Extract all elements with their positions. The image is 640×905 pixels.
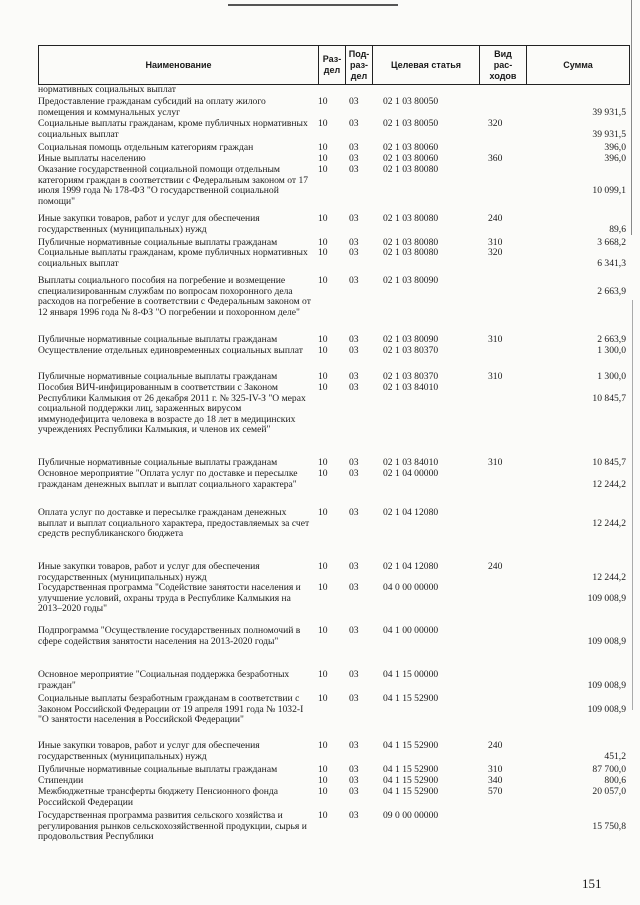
row-name: Социальные выплаты гражданам, кроме публичных нормативных социальных выплат <box>38 247 308 269</box>
row-target: 02 1 03 84010 <box>383 382 439 393</box>
row-section: 10 <box>318 786 328 797</box>
row-subsection: 03 <box>349 775 359 786</box>
row-section: 10 <box>318 457 328 468</box>
row-section: 10 <box>318 118 328 129</box>
row-section: 10 <box>318 96 328 107</box>
row-section: 10 <box>318 582 328 593</box>
header-section: Раз- дел <box>319 46 346 84</box>
row-subsection: 03 <box>349 561 359 572</box>
row-name: нормативных социальных выплат <box>38 84 176 95</box>
row-sum: 800,6 <box>604 775 626 786</box>
row-sum: 6 341,3 <box>597 257 626 269</box>
row-subsection: 03 <box>349 213 359 224</box>
table-row <box>0 346 640 367</box>
row-section: 10 <box>318 669 328 680</box>
header-sum: Сумма <box>563 59 593 70</box>
table-row <box>0 335 640 346</box>
row-name: Иные выплаты населению <box>38 153 146 164</box>
row-target: 02 1 03 80090 <box>383 334 439 345</box>
table-row <box>0 765 640 776</box>
row-sum: 12 244,2 <box>592 478 626 490</box>
row-subsection: 03 <box>349 582 359 593</box>
row-expense-type: 310 <box>488 457 503 468</box>
row-expense-type: 340 <box>488 775 503 786</box>
row-target: 02 1 03 80370 <box>383 345 439 356</box>
row-sum: 2 663,9 <box>597 334 626 345</box>
row-target: 04 1 15 52900 <box>383 764 439 775</box>
table-header <box>38 45 630 85</box>
row-expense-type: 240 <box>488 213 503 224</box>
page-number: 151 <box>582 876 602 891</box>
row-subsection: 03 <box>349 247 359 258</box>
row-section: 10 <box>318 247 328 258</box>
row-name: Осуществление отдельных единовременных социальных выплат <box>38 345 303 356</box>
row-name: Выплаты социального пособия на погребение и возмещение специализированным службам по вопросам похоронного дела расходов на погребение в соответствии с Федеральным законом от 12 января 1996 года № 8-ФЗ "О погребении и похоронном деле" <box>38 275 311 318</box>
row-sum: 10 845,7 <box>592 392 626 404</box>
table-row <box>0 154 640 165</box>
row-name: Социальная помощь отдельным категориям граждан <box>38 142 254 153</box>
row-name: Государственная программа развития сельского хозяйства и регулирования рынков сельскохозяйственной продукции, сырья и продовольствия Республики <box>38 810 307 842</box>
table-row <box>0 787 640 808</box>
row-target: 02 1 03 80080 <box>383 247 439 258</box>
row-section: 10 <box>318 213 328 224</box>
row-target: 04 1 15 00000 <box>383 669 439 680</box>
row-target: 02 1 04 12080 <box>383 561 439 572</box>
table-row <box>0 165 640 207</box>
row-section: 10 <box>318 764 328 775</box>
row-section: 10 <box>318 345 328 356</box>
table-row <box>0 458 640 469</box>
row-sum: 109 008,9 <box>587 635 626 647</box>
row-target: 02 1 04 12080 <box>383 507 439 518</box>
row-name: Пособия ВИЧ-инфицированным в соответствии с Законом Республики Калмыкия от 26 декабря 2011 г. № 325-IV-З "О мерах социальной поддержки лиц, зараженных вирусом иммунодефицита человека в возрасте до 18 лет в медицинских учреждениях Республики Калмыкия, и членов их семей" <box>38 382 306 435</box>
row-subsection: 03 <box>349 457 359 468</box>
table-row <box>0 583 640 625</box>
row-target: 02 1 03 80090 <box>383 275 439 286</box>
row-subsection: 03 <box>349 153 359 164</box>
row-name: Публичные нормативные социальные выплаты гражданам <box>38 764 278 775</box>
row-section: 10 <box>318 810 328 821</box>
row-expense-type: 240 <box>488 561 503 572</box>
row-sum: 451,2 <box>604 750 626 762</box>
row-target: 04 0 00 00000 <box>383 582 439 593</box>
table-row <box>0 562 640 583</box>
row-name: Государственная программа "Содействие занятости населения и улучшение условий, охраны труда в Республике Калмыкия на 2013–2020 годы" <box>38 582 301 614</box>
row-expense-type: 310 <box>488 334 503 345</box>
table-row <box>0 670 640 691</box>
row-sum: 87 700,0 <box>592 764 626 775</box>
row-section: 10 <box>318 507 328 518</box>
row-sum: 3 668,2 <box>597 237 626 248</box>
table-row <box>0 508 640 550</box>
row-subsection: 03 <box>349 118 359 129</box>
row-subsection: 03 <box>349 371 359 382</box>
row-section: 10 <box>318 164 328 175</box>
row-section: 10 <box>318 382 328 393</box>
row-name: Публичные нормативные социальные выплаты гражданам <box>38 371 278 382</box>
row-sum: 10 099,1 <box>592 185 626 196</box>
row-section: 10 <box>318 693 328 704</box>
row-name: Подпрограмма "Осуществление государственных полномочий в сфере содействия занятости населения на 2013-2020 годы" <box>38 625 301 647</box>
row-sum: 1 300,0 <box>597 345 626 356</box>
row-section: 10 <box>318 740 328 751</box>
table-row <box>0 694 640 736</box>
row-subsection: 03 <box>349 142 359 153</box>
header-target: Целевая статья <box>373 46 480 84</box>
table-row <box>0 372 640 383</box>
row-subsection: 03 <box>349 786 359 797</box>
row-name: Иные закупки товаров, работ и услуг для обеспечения государственных (муниципальных) нужд <box>38 740 260 762</box>
table-row <box>0 626 640 668</box>
row-subsection: 03 <box>349 345 359 356</box>
row-expense-type: 310 <box>488 237 503 248</box>
table-row <box>0 143 640 154</box>
table-row <box>0 214 640 235</box>
row-subsection: 03 <box>349 275 359 286</box>
header-subsection: Под- раз- дел <box>346 46 373 84</box>
row-sum: 39 931,5 <box>592 106 626 118</box>
row-target: 04 1 00 00000 <box>383 625 439 636</box>
row-target: 02 1 03 80050 <box>383 118 439 129</box>
table-row <box>0 811 640 853</box>
row-subsection: 03 <box>349 468 359 479</box>
row-sum: 396,0 <box>604 153 626 164</box>
header-expense-type: Вид рас- ходов <box>480 46 527 84</box>
row-subsection: 03 <box>349 96 359 107</box>
row-name: Публичные нормативные социальные выплаты гражданам <box>38 237 278 248</box>
row-subsection: 03 <box>349 740 359 751</box>
table-row <box>0 741 640 762</box>
row-section: 10 <box>318 625 328 636</box>
row-subsection: 03 <box>349 334 359 345</box>
row-target: 09 0 00 00000 <box>383 810 439 821</box>
row-expense-type: 360 <box>488 153 503 164</box>
row-sum: 109 008,9 <box>587 703 626 715</box>
table-row <box>0 248 640 269</box>
row-name: Социальные выплаты безработным гражданам в соответствии с Законом Российской Федерации от 19 апреля 1991 года № 1032-I "О занятости населения в Российской Федерации" <box>38 693 304 725</box>
row-section: 10 <box>318 275 328 286</box>
table-row <box>0 119 640 140</box>
row-sum: 89,6 <box>609 223 626 235</box>
row-subsection: 03 <box>349 669 359 680</box>
row-sum: 12 244,2 <box>592 517 626 529</box>
row-name: Публичные нормативные социальные выплаты гражданам <box>38 334 278 345</box>
row-subsection: 03 <box>349 764 359 775</box>
row-section: 10 <box>318 237 328 248</box>
row-target: 02 1 03 80060 <box>383 142 439 153</box>
row-target: 02 1 04 00000 <box>383 468 439 479</box>
row-section: 10 <box>318 334 328 345</box>
row-section: 10 <box>318 468 328 479</box>
row-target: 02 1 03 84010 <box>383 457 439 468</box>
row-subsection: 03 <box>349 507 359 518</box>
table-row <box>0 469 640 501</box>
row-sum: 109 008,9 <box>587 679 626 691</box>
row-subsection: 03 <box>349 625 359 636</box>
row-expense-type: 320 <box>488 118 503 129</box>
row-subsection: 03 <box>349 237 359 248</box>
table-row <box>0 85 640 96</box>
row-sum: 15 750,8 <box>592 820 626 832</box>
row-subsection: 03 <box>349 693 359 704</box>
row-subsection: 03 <box>349 810 359 821</box>
row-section: 10 <box>318 561 328 572</box>
row-sum: 10 845,7 <box>592 457 626 468</box>
row-name: Иные закупки товаров, работ и услуг для обеспечения государственных (муниципальных) нужд <box>38 561 260 583</box>
row-expense-type: 240 <box>488 740 503 751</box>
row-name: Оплата услуг по доставке и пересылке гражданам денежных выплат и выплат социального характера, предоставляемых за счет средств республиканского бюджета <box>38 507 310 539</box>
row-name: Основное мероприятие "Оплата услуг по доставке и пересылке гражданам денежных выплат и выплат социального характера" <box>38 468 298 490</box>
row-sum: 396,0 <box>604 142 626 153</box>
row-name: Межбюджетные трансферты бюджету Пенсионного фонда Российской Федерации <box>38 786 279 808</box>
row-target: 04 1 15 52900 <box>383 775 439 786</box>
row-expense-type: 570 <box>488 786 503 797</box>
row-sum: 39 931,5 <box>592 128 626 140</box>
table-row <box>0 383 640 446</box>
row-target: 02 1 03 80080 <box>383 164 439 175</box>
row-sum: 2 663,9 <box>597 285 626 297</box>
row-name: Основное мероприятие "Социальная поддержка безработных граждан" <box>38 669 290 691</box>
row-section: 10 <box>318 775 328 786</box>
table-row <box>0 776 640 787</box>
row-target: 02 1 03 80080 <box>383 237 439 248</box>
row-sum: 20 057,0 <box>592 786 626 797</box>
row-target: 04 1 15 52900 <box>383 786 439 797</box>
header-name: Наименование <box>39 46 319 84</box>
row-section: 10 <box>318 142 328 153</box>
row-name: Стипендии <box>38 775 84 786</box>
row-name: Публичные нормативные социальные выплаты гражданам <box>38 457 278 468</box>
row-name: Оказание государственной социальной помощи отдельным категориям граждан в соответствии с Федеральным законом от 17 июля 1999 года № 178-ФЗ "О государственной социальной помощи" <box>38 164 309 207</box>
row-sum: 12 244,2 <box>592 571 626 583</box>
row-section: 10 <box>318 371 328 382</box>
row-sum: 1 300,0 <box>597 371 626 382</box>
row-expense-type: 310 <box>488 371 503 382</box>
row-name: Социальные выплаты гражданам, кроме публичных нормативных социальных выплат <box>38 118 308 140</box>
top-rule <box>228 4 398 6</box>
row-name: Предоставление гражданам субсидий на оплату жилого помещения и коммунальных услуг <box>38 96 266 118</box>
row-expense-type: 310 <box>488 764 503 775</box>
row-subsection: 03 <box>349 382 359 393</box>
row-target: 04 1 15 52900 <box>383 740 439 751</box>
row-target: 02 1 03 80050 <box>383 96 439 107</box>
table-row <box>0 276 640 329</box>
row-target: 02 1 03 80060 <box>383 153 439 164</box>
row-target: 04 1 15 52900 <box>383 693 439 704</box>
row-name: Иные закупки товаров, работ и услуг для обеспечения государственных (муниципальных) нужд <box>38 213 260 235</box>
row-section: 10 <box>318 153 328 164</box>
row-target: 02 1 03 80080 <box>383 213 439 224</box>
row-sum: 109 008,9 <box>587 592 626 604</box>
row-target: 02 1 03 80370 <box>383 371 439 382</box>
table-row <box>0 97 640 118</box>
row-subsection: 03 <box>349 164 359 175</box>
row-expense-type: 320 <box>488 247 503 258</box>
